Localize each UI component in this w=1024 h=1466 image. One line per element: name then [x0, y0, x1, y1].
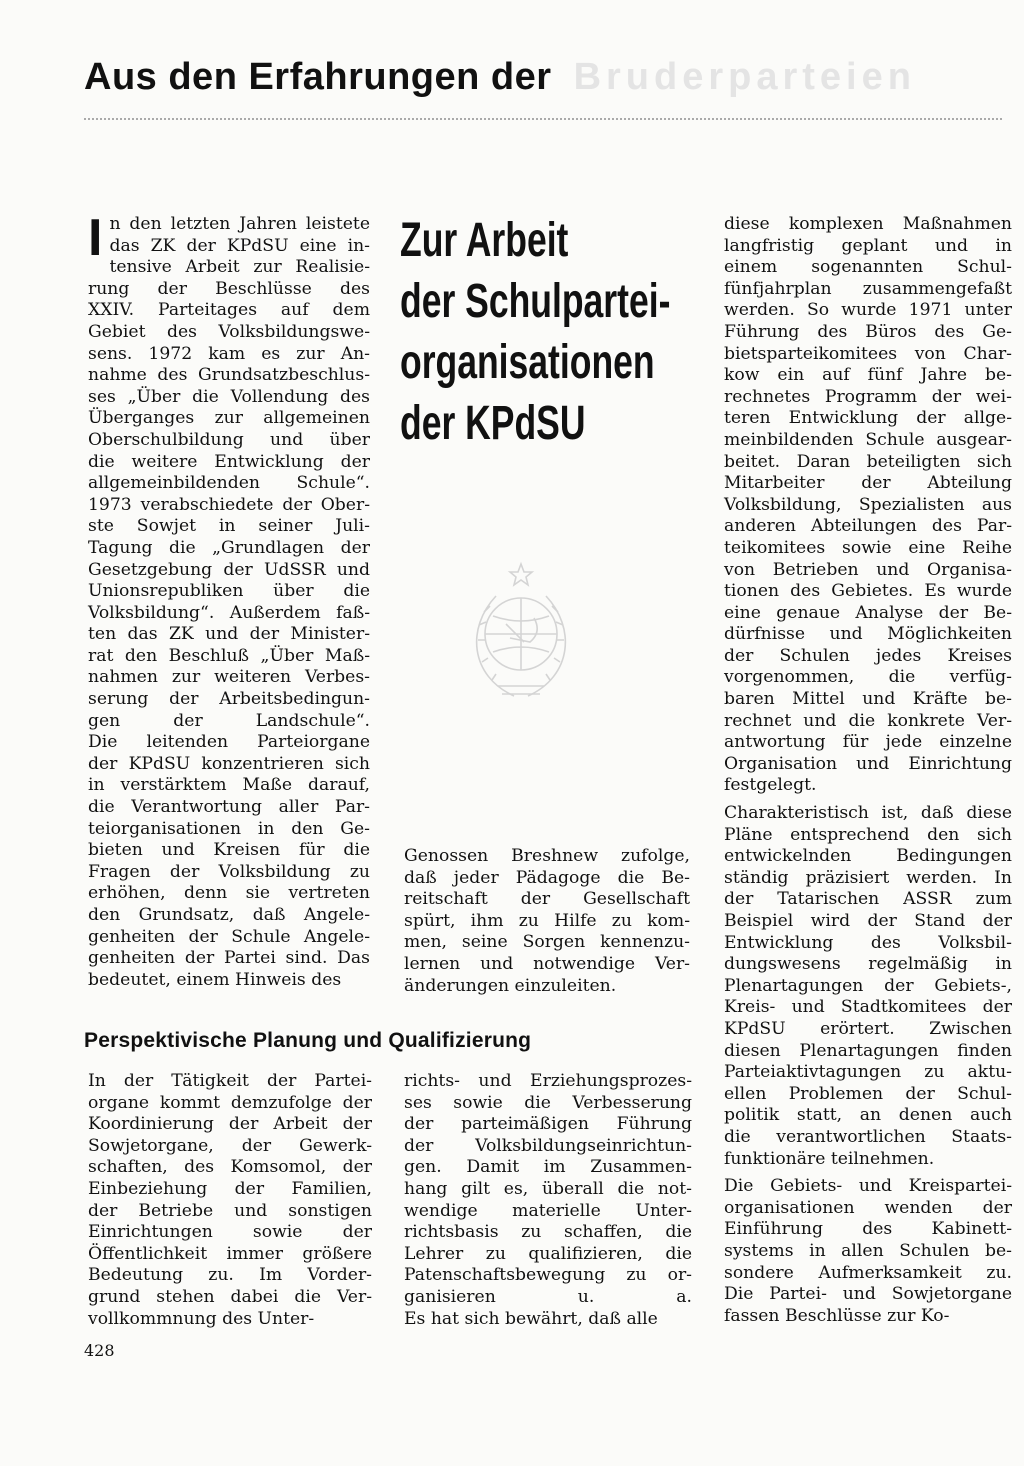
text-line: Die leitenden Parteiorgane: [88, 732, 370, 753]
text-line: Parteiaktivtagungen zu aktu-: [724, 1062, 1012, 1083]
text-line: teren Entwicklung der allge-: [724, 408, 1012, 429]
text-line: In der Tätigkeit der Partei-: [88, 1071, 372, 1091]
text-line: Überganges zur allgemeinen: [88, 408, 370, 429]
text-line: reitschaft der Gesellschaft: [404, 889, 690, 910]
text-line: serung der Arbeitsbedingun-: [88, 689, 370, 710]
column-2-upper: [404, 846, 690, 997]
text-line: Fragen der Volksbildung zu: [88, 861, 370, 882]
text-line: Koordinierung der Arbeit der: [88, 1114, 372, 1135]
text-line: Pläne entsprechend den sich: [724, 824, 1012, 845]
text-line: ses „Über die Vollendung des: [88, 386, 370, 407]
text-line: daß jeder Pädagoge die Be-: [404, 867, 690, 888]
text-line: der Betriebe und sonstigen: [88, 1200, 372, 1221]
text-line: Einbeziehung der Familien,: [88, 1178, 372, 1199]
text-line: eine genaue Analyse der Be-: [724, 602, 1012, 623]
text-line: ses sowie die Verbesserung: [404, 1092, 692, 1113]
section-title-text: Aus den Erfahrungen der: [84, 56, 552, 98]
text-line: Tagung die „Grundlagen der: [88, 537, 370, 558]
text-line: Kreis- und Stadtkomitees der: [724, 997, 1012, 1018]
text-line: der Volksbildungseinrichtun-: [404, 1135, 692, 1156]
text-line: Charakteristisch ist, daß diese: [724, 803, 1012, 824]
text-line: spürt, ihm zu Hilfe zu kom-: [404, 910, 690, 931]
text-line: bietsparteikomitees von Char-: [724, 343, 1012, 364]
text-line: Lehrer zu qualifizieren, die: [404, 1243, 692, 1264]
text-line: rat den Beschluß „Über Maß-: [88, 645, 370, 666]
text-line: teiorganisationen in den Ge-: [88, 818, 370, 839]
text-line: der Tatarischen ASSR zum: [724, 889, 1012, 910]
text-line: lernen und notwendige Ver-: [404, 953, 690, 974]
text-line: die verantwortlichen Staats-: [724, 1126, 1012, 1147]
column-2-lower: [404, 1071, 692, 1330]
text-line: Bedeutung zu. Im Vorder-: [88, 1265, 372, 1286]
text-line: hang gilt es, überall die not-: [404, 1178, 692, 1199]
text-line: organe kommt demzufolge der: [88, 1092, 372, 1113]
text-line: Patenschaftsbewegung zu or-: [404, 1265, 692, 1286]
text-line: funktionäre teilnehmen.: [724, 1148, 935, 1169]
text-line: erhöhen, denn sie vertreten: [88, 883, 370, 904]
soviet-emblem-icon: [456, 558, 586, 708]
text-line: festgelegt.: [724, 775, 817, 796]
text-line: nahmen zur weiteren Verbes-: [88, 667, 370, 688]
text-line: langfristig geplant und in: [724, 235, 1012, 256]
text-line: politik statt, an denen auch: [724, 1105, 1012, 1126]
text-line: kow ein auf fünf Jahre be-: [724, 365, 1012, 386]
text-line: Die Partei- und Sowjetorgane: [724, 1284, 1012, 1305]
text-line: ganisieren u. a.: [404, 1286, 692, 1307]
text-line: vorgenommen, die verfüg-: [724, 667, 1012, 688]
text-line: vollkommnung des Unter-: [88, 1308, 315, 1329]
text-line: diesen Plenartagungen finden: [724, 1040, 1012, 1061]
text-line: teikomitees sowie eine Reihe: [724, 537, 1012, 558]
text-line: Es hat sich bewährt, daß alle: [404, 1308, 658, 1329]
text-line: meinbildenden Schule ausgear-: [724, 429, 1012, 450]
text-line: genheiten der Schule Angele-: [88, 926, 370, 947]
text-line: Öffentlichkeit immer größere: [88, 1243, 372, 1264]
section-title-faded: Bruderparteien: [573, 56, 916, 98]
column-1-upper-text: [88, 209, 370, 991]
text-line: schaften, des Komsomol, der: [88, 1157, 372, 1178]
text-line: dungswesens regelmäßig in: [724, 954, 1012, 975]
drop-cap: I: [88, 209, 103, 267]
section-title: [84, 58, 916, 96]
text-line: Oberschulbildung und über: [88, 429, 370, 450]
text-line: änderungen einzuleiten.: [404, 975, 617, 996]
text-line: baren Mittel und Kräfte be-: [724, 689, 1012, 710]
column-2-lower-text: [404, 1071, 692, 1330]
text-line: der Schulen jedes Kreises: [724, 645, 1012, 666]
text-line: sens. 1972 kam es zur An-: [88, 343, 370, 364]
text-line: Plenartagungen der Gebiets-,: [724, 975, 1012, 996]
text-line: richtsbasis zu schaffen, die: [404, 1222, 692, 1243]
column-3-text: [724, 214, 1012, 1327]
text-line: fassen Beschlüsse zur Ko-: [724, 1305, 950, 1326]
text-line: ellen Problemen der Schul-: [724, 1083, 1012, 1104]
column-2-upper-text: [404, 846, 690, 997]
article-title-line: der Schulpartei-: [400, 275, 671, 328]
text-line: Volksbildung“. Außerdem faß-: [88, 602, 370, 623]
text-line: gen. Damit im Zusammen-: [404, 1157, 692, 1178]
text-line: ständig präzisiert werden. In: [724, 867, 1012, 888]
article-title-line: der KPdSU: [400, 397, 586, 450]
text-line: ste Sowjet in seiner Juli-: [88, 516, 370, 537]
text-line: Einführung des Kabinett-: [724, 1219, 1012, 1240]
text-line: von Betrieben und Organisa-: [724, 559, 1012, 580]
text-line: wendige materielle Unter-: [404, 1200, 692, 1221]
article-title: [400, 210, 671, 454]
column-3: [724, 214, 1012, 1327]
column-1-lower-text: [88, 1071, 372, 1330]
text-line: werden. So wurde 1971 unter: [724, 300, 1012, 321]
text-line: allgemeinbildenden Schule“.: [88, 473, 370, 494]
text-line: anderen Abteilungen des Par-: [724, 516, 1012, 537]
paragraph: [724, 803, 1012, 1170]
text-line: Unionsrepubliken über die: [88, 581, 370, 602]
text-line: ten das ZK und der Minister-: [88, 624, 370, 645]
text-line: rechnet und die konkrete Ver-: [724, 710, 1012, 731]
text-line: Gebiet des Volksbildungswe-: [88, 321, 370, 342]
text-line: Einrichtungen sowie der: [88, 1222, 372, 1243]
text-line: 1973 verabschiedete der Ober-: [88, 494, 370, 515]
text-line: gen der Landschule“.: [88, 710, 370, 731]
text-line: n den letzten Jahren leistete: [109, 214, 370, 234]
text-line: bedeutet, einem Hinweis des: [88, 969, 342, 990]
text-line: der KPdSU konzentrieren sich: [88, 753, 370, 774]
text-line: entwickelnden Bedingungen: [724, 846, 1012, 867]
text-line: Sowjetorgane, der Gewerk-: [88, 1135, 372, 1156]
text-line: fünfjahrplan zusammengefaßt: [724, 278, 1012, 299]
text-line: Führung des Büros des Ge-: [724, 321, 1012, 342]
text-line: das ZK der KPdSU eine in-: [109, 235, 370, 256]
text-line: KPdSU erörtert. Zwischen: [724, 1018, 1012, 1039]
text-line: dürfnisse und Möglichkeiten: [724, 624, 1012, 645]
text-line: die Verantwortung aller Par-: [88, 797, 370, 818]
text-line: sondere Aufmerksamkeit zu.: [724, 1262, 1012, 1283]
text-line: rechnetes Programm der wei-: [724, 386, 1012, 407]
text-line: tionen des Gebietes. Es wurde: [724, 581, 1012, 602]
text-line: Die Gebiets- und Kreispartei-: [724, 1176, 1012, 1197]
text-line: rung der Beschlüsse des: [88, 278, 370, 299]
article-title-line: organisationen: [400, 336, 655, 389]
article-title-line: Zur Arbeit: [400, 214, 569, 267]
text-line: richts- und Erziehungsprozes-: [404, 1071, 692, 1091]
text-line: Entwicklung des Volksbil-: [724, 932, 1012, 953]
page-number: 428: [84, 1341, 115, 1360]
subheading: Perspektivische Planung und Qualifizierung: [84, 1029, 532, 1052]
text-line: organisationen wenden der: [724, 1197, 1012, 1218]
text-line: Volksbildung, Spezialisten aus: [724, 494, 1012, 515]
paragraph: [724, 214, 1012, 797]
text-line: bieten und Kreisen für die: [88, 840, 370, 861]
header-rule: [84, 118, 1002, 120]
text-line: den Grundsatz, daß Angele-: [88, 905, 370, 925]
text-line: Gesetzgebung der UdSSR und: [88, 559, 370, 580]
text-line: antwortung für jede einzelne: [724, 732, 1012, 753]
text-line: XXIV. Parteitages auf dem: [88, 300, 370, 321]
text-line: die weitere Entwicklung der: [88, 451, 370, 472]
text-line: Mitarbeiter der Abteilung: [724, 473, 1012, 494]
text-line: einem sogenannten Schul-: [724, 257, 1012, 278]
text-line: in verstärktem Maße darauf,: [88, 775, 370, 796]
text-line: Genossen Breshnew zufolge,: [404, 846, 690, 866]
text-line: nahme des Grundsatzbeschlus-: [88, 365, 370, 386]
text-line: beitet. Daran beteiligten sich: [724, 451, 1012, 472]
text-line: diese komplexen Maßnahmen: [724, 214, 1012, 234]
text-line: Beispiel wird der Stand der: [724, 911, 1012, 931]
column-1-lower: [88, 1071, 372, 1330]
text-line: tensive Arbeit zur Realisie-: [109, 257, 370, 278]
text-line: grund stehen dabei die Ver-: [88, 1286, 372, 1307]
text-line: Organisation und Einrichtung: [724, 753, 1012, 774]
text-line: der parteimäßigen Führung: [404, 1114, 692, 1135]
column-1-upper: [88, 209, 370, 991]
text-line: genheiten der Partei sind. Das: [88, 948, 370, 969]
text-line: men, seine Sorgen kennenzu-: [404, 932, 690, 953]
text-line: systems in allen Schulen be-: [724, 1240, 1012, 1261]
paragraph: [724, 1176, 1012, 1327]
